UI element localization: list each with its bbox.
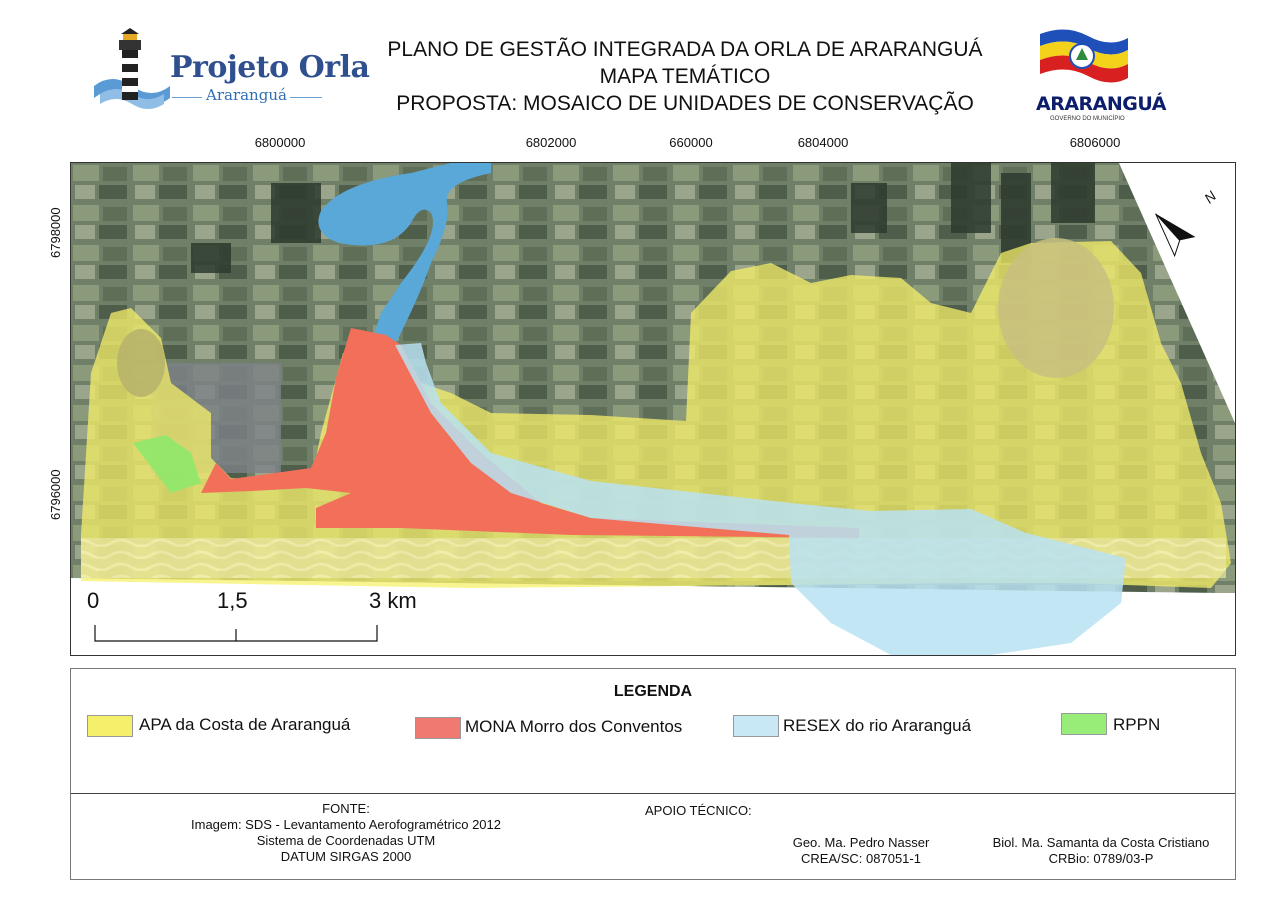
y-tick-label: 6796000 bbox=[48, 469, 63, 520]
lagoon-west bbox=[117, 329, 165, 397]
title-line-1: PLANO DE GESTÃO INTEGRADA DA ORLA DE ARARANGUÁ bbox=[387, 38, 983, 61]
legend-swatch-mona bbox=[415, 717, 461, 739]
x-tick-label: 6802000 bbox=[525, 135, 577, 150]
scale-bar bbox=[95, 625, 377, 641]
legend-swatch-resex bbox=[733, 715, 779, 737]
person-registration: CREA/SC: 087051-1 bbox=[801, 851, 921, 866]
legend-label-rppn: RPPN bbox=[1113, 715, 1161, 734]
title-line-3: PROPOSTA: MOSAICO DE UNIDADES DE CONSERVAÇÃO bbox=[396, 92, 974, 115]
map-title bbox=[340, 36, 1030, 117]
credit-person-1 bbox=[771, 835, 951, 867]
north-label: N bbox=[1200, 187, 1220, 207]
legend-label-apa: APA da Costa de Araranguá bbox=[139, 715, 351, 734]
lighthouse-icon bbox=[92, 28, 172, 112]
legend-divider bbox=[71, 793, 1235, 794]
x-tick-label: 6804000 bbox=[797, 135, 849, 150]
source-line: Imagem: SDS - Levantamento Aerofogramétrico 2012 bbox=[191, 817, 501, 832]
x-tick-label: 6806000 bbox=[1069, 135, 1121, 150]
source-title: FONTE: bbox=[322, 801, 370, 816]
legend-title: LEGENDA bbox=[613, 683, 693, 700]
swatch-fill bbox=[416, 718, 460, 738]
swatch-fill bbox=[1062, 714, 1106, 734]
x-tick-label: 6800000 bbox=[254, 135, 306, 150]
swatch-fill bbox=[734, 716, 778, 736]
scale-label-end: 3 km bbox=[369, 588, 417, 613]
flag-icon bbox=[1036, 26, 1132, 92]
y-tick-label: 6798000 bbox=[48, 207, 63, 258]
logo-subtitle: Araranguá bbox=[206, 86, 287, 104]
person-name: Geo. Ma. Pedro Nasser bbox=[792, 835, 930, 850]
legend-swatch-rppn bbox=[1061, 713, 1107, 735]
person-name: Biol. Ma. Samanta da Costa Cristiano bbox=[992, 835, 1210, 850]
source-line: Sistema de Coordenadas UTM bbox=[256, 833, 436, 848]
logo-divider-right bbox=[290, 97, 322, 98]
lagoon-east bbox=[998, 238, 1114, 378]
municipal-flag-logo bbox=[1036, 26, 1132, 92]
scale-label-mid: 1,5 bbox=[217, 588, 248, 613]
legend-label-resex: RESEX do rio Araranguá bbox=[783, 716, 972, 735]
source-line: DATUM SIRGAS 2000 bbox=[280, 849, 412, 864]
map-canvas bbox=[71, 163, 1235, 655]
logo-title: Projeto Orla bbox=[170, 50, 370, 85]
municipal-logo-sub: GOVERNO DO MUNICÍPIO bbox=[1050, 116, 1125, 122]
person-registration: CRBio: 0789/03-P bbox=[1048, 851, 1154, 866]
map-panel[interactable] bbox=[70, 162, 1236, 656]
swatch-fill bbox=[88, 716, 132, 736]
credit-person-2 bbox=[971, 835, 1231, 867]
legend-panel bbox=[70, 668, 1236, 880]
legend-label-mona: MONA Morro dos Conventos bbox=[465, 717, 683, 736]
support-title: APOIO TÉCNICO: bbox=[645, 803, 752, 818]
x-tick-label: 660000 bbox=[669, 135, 713, 150]
title-line-2: MAPA TEMÁTICO bbox=[599, 65, 771, 88]
municipal-logo-name: ARARANGUÁ bbox=[1036, 93, 1166, 115]
legend-swatch-apa bbox=[87, 715, 133, 737]
source-block bbox=[151, 801, 541, 865]
logo-divider-left bbox=[172, 97, 202, 98]
scale-label-0: 0 bbox=[87, 588, 100, 613]
